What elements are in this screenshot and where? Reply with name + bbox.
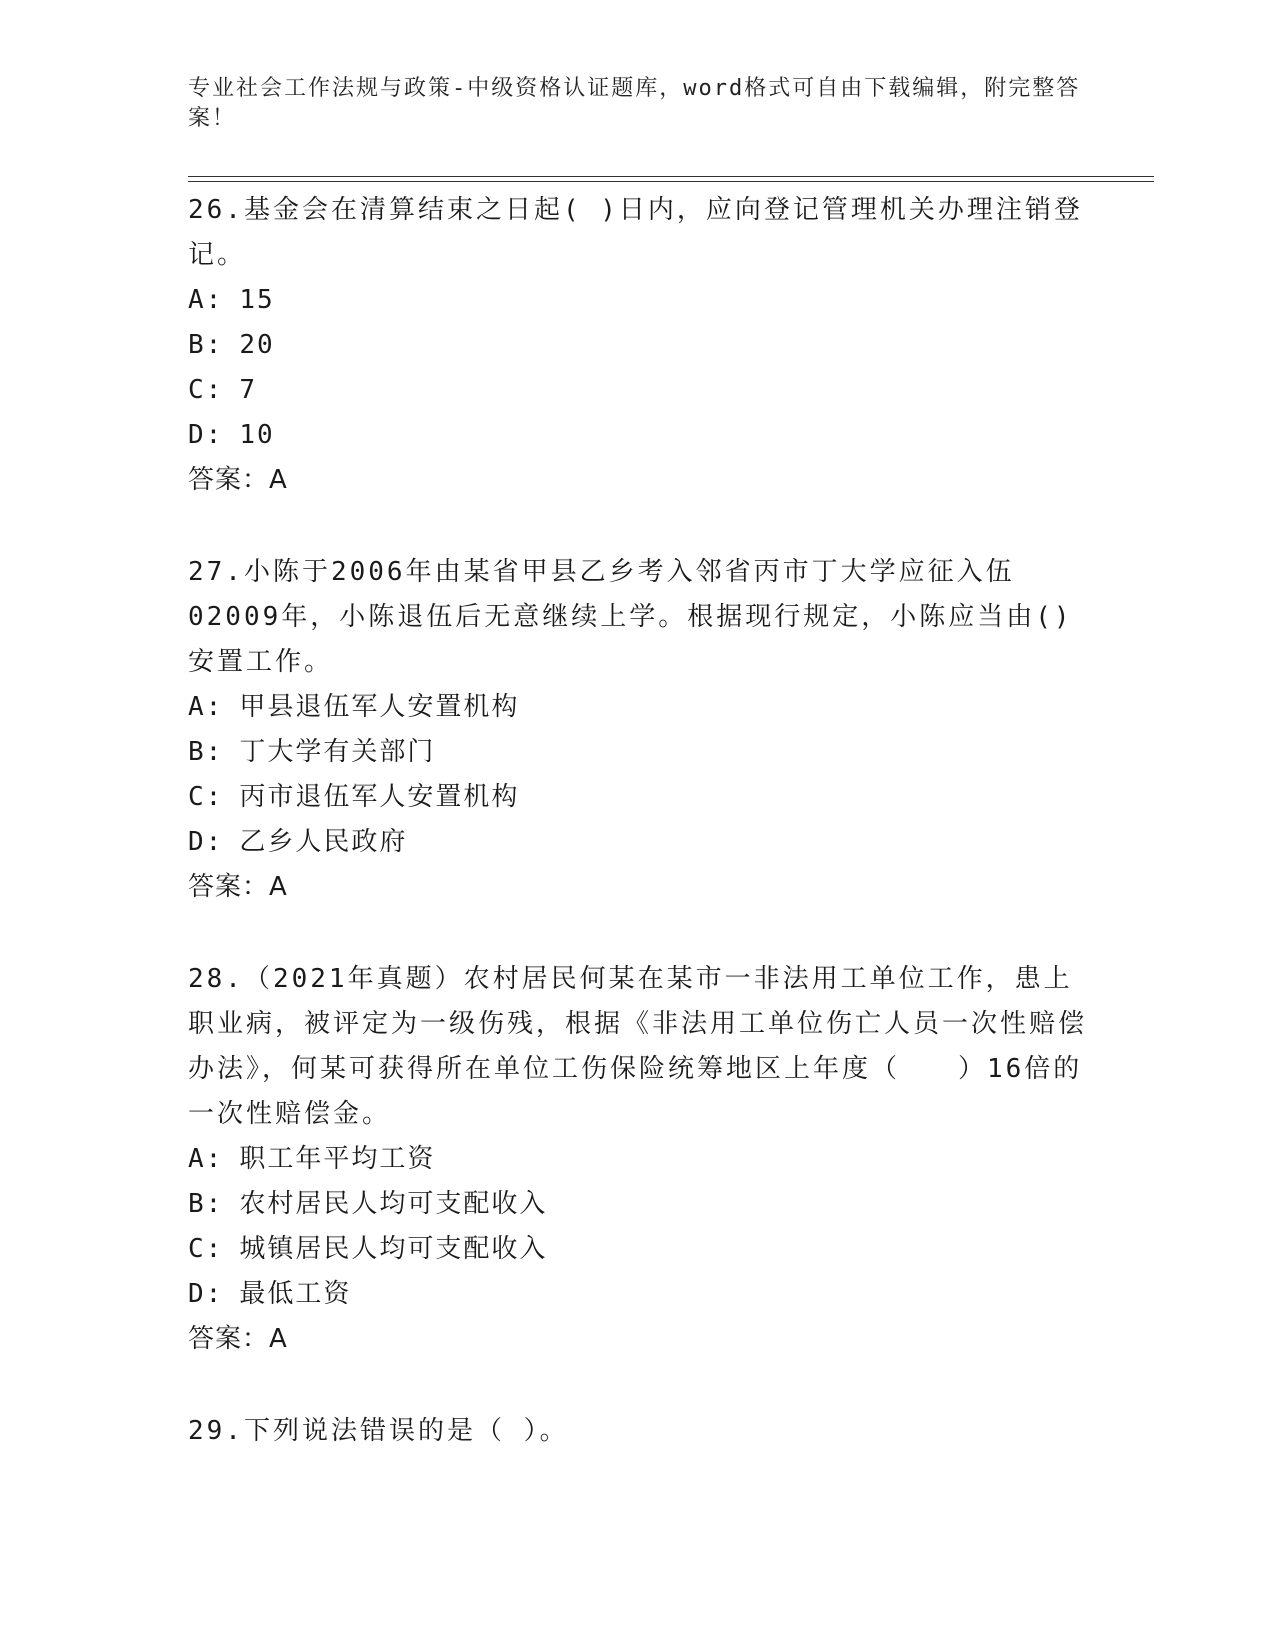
option-letter: B [188, 330, 206, 360]
option-letter: A [188, 1144, 206, 1174]
option-text: 7 [239, 375, 257, 405]
question-list [188, 188, 1088, 1501]
answer-line: 答案：A [188, 465, 288, 495]
option-text: 丙市退伍军人安置机构 [239, 782, 520, 812]
option-letter: A [188, 692, 206, 722]
option-text: 最低工资 [239, 1279, 352, 1309]
option-c: C: 丙市退伍军人安置机构 [188, 782, 520, 812]
option-letter: B [188, 737, 206, 767]
option-text: 乙乡人民政府 [239, 827, 408, 857]
question-stem: 29.下列说法错误的是（ ）。 [188, 1416, 569, 1446]
option-letter: C [188, 375, 206, 405]
option-letter: D [188, 1279, 206, 1309]
option-text: 农村居民人均可支配收入 [239, 1189, 548, 1219]
option-letter: B [188, 1189, 206, 1219]
answer-line: 答案：A [188, 872, 288, 902]
question-28 [188, 957, 1088, 1362]
option-b: B: 20 [188, 330, 275, 360]
option-letter: D [188, 827, 206, 857]
option-text: 职工年平均工资 [239, 1144, 436, 1174]
option-text: 20 [239, 330, 275, 360]
option-text: 10 [239, 420, 275, 450]
option-letter: C [188, 1234, 206, 1264]
option-b: B: 农村居民人均可支配收入 [188, 1189, 548, 1219]
option-letter: D [188, 420, 206, 450]
option-a: A: 甲县退伍军人安置机构 [188, 692, 520, 722]
option-letter: A [188, 285, 206, 315]
question-stem: 27.小陈于2006年由某省甲县乙乡考入邻省丙市丁大学应征入伍02009年，小陈退伍后无意继续上学。根据现行规定，小陈应当由()安置工作。 [188, 557, 1073, 677]
option-c: C: 城镇居民人均可支配收入 [188, 1234, 548, 1264]
option-text: 丁大学有关部门 [239, 737, 436, 767]
question-stem: 26.基金会在清算结束之日起( )日内，应向登记管理机关办理注销登记。 [188, 195, 1083, 270]
option-text: 城镇居民人均可支配收入 [239, 1234, 548, 1264]
question-stem: 28.（2021年真题）农村居民何某在某市一非法用工单位工作，患上职业病，被评定为一级伤残，根据《非法用工单位伤亡人员一次性赔偿办法》，何某可获得所在单位工伤保险统筹地区上年度（ ）16倍的一次性赔偿金。 [188, 964, 1088, 1129]
option-a: A: 职工年平均工资 [188, 1144, 436, 1174]
option-c: C: 7 [188, 375, 257, 405]
option-b: B: 丁大学有关部门 [188, 737, 436, 767]
question-29 [188, 1409, 1088, 1454]
document-header: 专业社会工作法规与政策-中级资格认证题库，word格式可自由下载编辑，附完整答案！ [188, 76, 1081, 131]
header-rule-top [188, 176, 1154, 177]
answer-line: 答案：A [188, 1324, 288, 1354]
option-d: D: 最低工资 [188, 1279, 352, 1309]
option-d: D: 10 [188, 420, 275, 450]
option-letter: C [188, 782, 206, 812]
option-text: 15 [239, 285, 275, 315]
option-a: A: 15 [188, 285, 275, 315]
question-26 [188, 188, 1088, 503]
option-d: D: 乙乡人民政府 [188, 827, 408, 857]
header-rule-bottom [188, 181, 1154, 182]
question-27 [188, 550, 1088, 910]
option-text: 甲县退伍军人安置机构 [239, 692, 520, 722]
